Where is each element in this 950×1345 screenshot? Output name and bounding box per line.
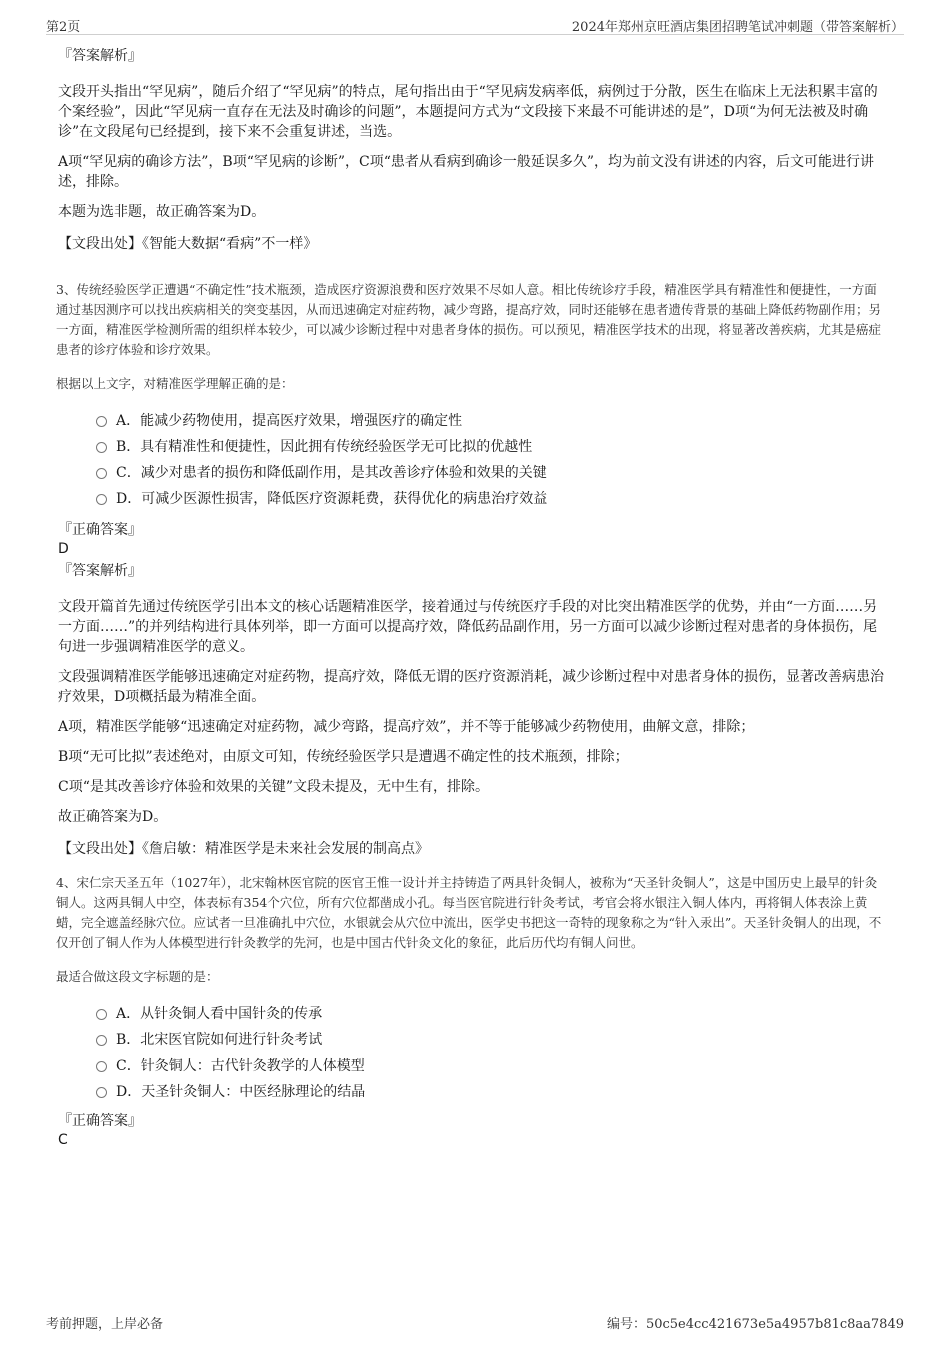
analysis-paragraph: C项“是其改善诊疗体验和效果的关键”文段未提及，无中生有，排除。 — [58, 779, 490, 795]
analysis-label: 『答案解析』 — [58, 563, 142, 579]
radio-icon[interactable] — [96, 1035, 107, 1046]
radio-icon[interactable] — [96, 1087, 107, 1098]
document-title: 2024年郑州京旺酒店集团招聘笔试冲刺题（带答案解析） — [571, 20, 904, 35]
correct-answer-label: 『正确答案』 — [58, 522, 142, 538]
option-c[interactable]: C．针灸铜人：古代针灸教学的人体模型 — [96, 1053, 886, 1079]
source-citation: 【文段出处】《詹启敏：精准医学是未来社会发展的制高点》 — [58, 841, 429, 857]
option-b[interactable]: B．具有精准性和便捷性，因此拥有传统经验医学无可比拟的优越性 — [96, 434, 886, 460]
question-stem: 3、传统经验医学正遭遇“不确定性”技术瓶颈，造成医疗资源浪费和医疗效果不尽如人意。相比传统诊疗手段，精准医学具有精准性和便捷性，一方面通过基因测序可以找出疾病相关的突变基因，从而迅速确定对症药物，减少弯路，提高疗效，同时还能够在患者遗传背景的基础上降低药物副作用；另一方面，精准医学检测所需的组织样本较少，可以减少诊断过程中对患者身体的损伤。可以预见，精准医学技术的出现，将显著改善疾病，尤其是癌症患者的诊疗体验和诊疗效果。 — [56, 282, 882, 357]
option-d[interactable]: D．可减少医源性损害，降低医疗资源耗费，获得优化的病患治疗效益 — [96, 486, 886, 512]
radio-icon[interactable] — [96, 442, 107, 453]
option-a[interactable]: A．能减少药物使用，提高医疗效果，增强医疗的确定性 — [96, 408, 886, 434]
radio-icon[interactable] — [96, 1009, 107, 1020]
question-prompt: 最适合做这段文字标题的是： — [56, 969, 219, 984]
main-content — [56, 44, 886, 1150]
analysis-paragraph: 文段强调精准医学能够迅速确定对症药物，提高疗效，降低无谓的医疗资源消耗，减少诊断过程中对患者身体的损伤，显著改善病患治疗效果，D项概括最为精准全面。 — [58, 669, 884, 705]
page-number: 第2页 — [46, 20, 81, 35]
radio-icon[interactable] — [96, 468, 107, 479]
page-header — [46, 14, 904, 35]
correct-answer-value: D — [58, 541, 69, 557]
footer-slogan: 考前押题，上岸必备 — [46, 1317, 164, 1332]
analysis-label: 『答案解析』 — [58, 48, 142, 64]
question-stem: 4、宋仁宗天圣五年（1027年），北宋翰林医官院的医官王惟一设计并主持铸造了两具针灸铜人，被称为“天圣针灸铜人”，这是中国历史上最早的针灸铜人。这两具铜人中空，体表标有354个穴位，所有穴位都凿成小孔。每当医官院进行针灸考试，考官会将水银注入铜人体内，再将铜人体表涂上黄蜡，完全遮盖经脉穴位。应试者一旦准确扎中穴位，水银就会从穴位中流出，医学史书把这一奇特的现象称之为“针入汞出”。天圣针灸铜人的出现，不仅开创了铜人作为人体模型进行针灸教学的先河，也是中国古代针灸文化的象征，此后历代均有铜人问世。 — [56, 875, 882, 950]
radio-icon[interactable] — [96, 1061, 107, 1072]
analysis-paragraph: 故正确答案为D。 — [58, 809, 168, 825]
analysis-paragraph: A项“罕见病的确诊方法”，B项“罕见病的诊断”，C项“患者从看病到确诊一般延误多久”，均为前文没有讲述的内容，后文可能进行讲述，排除。 — [58, 154, 875, 190]
option-list — [96, 408, 886, 512]
option-d[interactable]: D．天圣针灸铜人：中医经脉理论的结晶 — [96, 1079, 886, 1105]
analysis-paragraph: 本题为选非题，故正确答案为D。 — [58, 204, 266, 220]
correct-answer-label: 『正确答案』 — [58, 1113, 142, 1129]
correct-answer-value: C — [58, 1132, 68, 1148]
option-b[interactable]: B．北宋医官院如何进行针灸考试 — [96, 1027, 886, 1053]
analysis-paragraph: 文段开篇首先通过传统医学引出本文的核心话题精准医学，接着通过与传统医疗手段的对比突出精准医学的优势，并由“一方面……另一方面……”的并列结构进行具体列举，即一方面可以提高疗效，降低药品副作用，另一方面可以减少诊断过程对患者的身体损伤，尾句进一步强调精准医学的意义。 — [58, 599, 878, 655]
option-a[interactable]: A．从针灸铜人看中国针灸的传承 — [96, 1001, 886, 1027]
option-c[interactable]: C．减少对患者的损伤和降低副作用，是其改善诊疗体验和效果的关键 — [96, 460, 886, 486]
analysis-paragraph: 文段开头指出“罕见病”，随后介绍了“罕见病”的特点，尾句指出由于“罕见病发病率低，病例过于分散，医生在临床上无法积累丰富的个案经验”，因此“罕见病一直存在无法及时确诊的问题”，本题提问方式为“文段接下来最不可能讲述的是”，D项“为何无法被及时确诊”在文段尾句已经提到，接下来不会重复讲述，当选。 — [58, 84, 878, 140]
analysis-paragraph: B项“无可比拟”表述绝对，由原文可知，传统经验医学只是遭遇不确定性的技术瓶颈，排除； — [58, 749, 629, 765]
question-prompt: 根据以上文字，对精准医学理解正确的是： — [56, 376, 294, 391]
document-id: 编号：50c5e4cc421673e5a4957b81c8aa7849 — [606, 1317, 904, 1332]
source-citation: 【文段出处】《智能大数据“看病”不一样》 — [58, 236, 318, 252]
radio-icon[interactable] — [96, 494, 107, 505]
option-list — [96, 1001, 886, 1105]
radio-icon[interactable] — [96, 416, 107, 427]
analysis-paragraph: A项，精准医学能够“迅速确定对症药物，减少弯路，提高疗效”，并不等于能够减少药物使用，曲解文意，排除； — [58, 719, 755, 735]
